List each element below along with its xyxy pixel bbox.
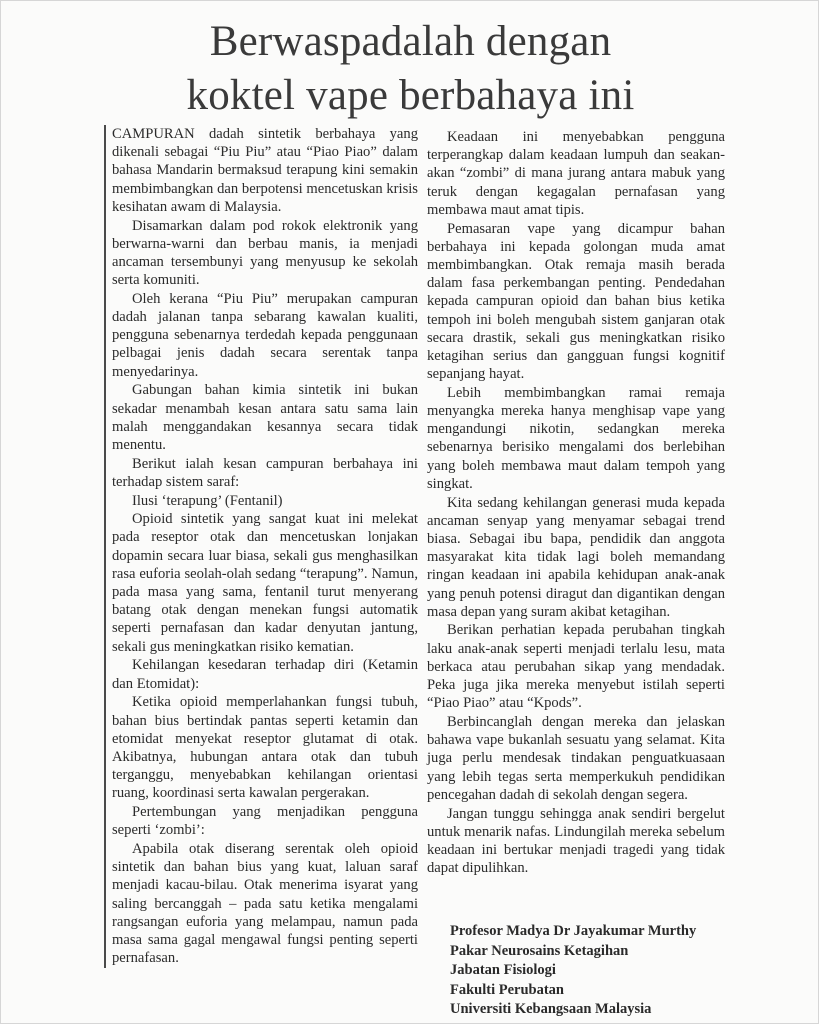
article-paragraph: Apabila otak diserang serentak oleh opioid sintetik dan bahan bius yang kuat, laluan saraf menjadi kacau-bilau. Otak menerima isyarat yang saling bercanggah – pada satu ketika mengalami rangsangan euforia yang melampau, namun pada masa sama gagal mengawal fungsi penting seperti pernafasan. bbox=[112, 840, 418, 967]
byline-line: Fakulti Perubatan bbox=[450, 981, 564, 998]
article-subheading: Ilusi ‘terapung’ (Fentanil) bbox=[132, 492, 283, 509]
article-paragraph: Gabungan bahan kimia sintetik ini bukan sekadar menambah kesan antara satu sama lain malah menggandakan kesannya secara tidak menentu. bbox=[112, 382, 418, 453]
article-paragraph: Opioid sintetik yang sangat kuat ini melekat pada reseptor otak dan mencetuskan lonjakan dopamin secara luar biasa, sekali gus menghasilkan rasa euforia seolah-olah sedang “terapung”. Namun, pada masa yang sama, fentanil turut menyerang batang otak dengan menekan fungsi automatik seperti pernafasan dan kadar denyutan jantung, sekali gus meningkatkan risiko kematian. bbox=[112, 511, 418, 655]
byline-line: Profesor Madya Dr Jayakumar Murthy bbox=[450, 923, 697, 939]
article-paragraph: Jangan tunggu sehingga anak sendiri bergelut untuk menarik nafas. Lindungilah mereka sebelum keadaan ini bertukar menjadi tragedi yang tidak dapat dipulihkan. bbox=[427, 805, 725, 877]
headline-line-1: Berwaspadalah dengan bbox=[209, 18, 612, 65]
article-paragraph: Pemasaran vape yang dicampur bahan berbahaya ini kepada golongan muda amat membimbangkan. Otak remaja masih berada dalam fasa perkembangan penting. Pendedahan kepada campuran opioid dan bahan bius ketika tempoh ini boleh mengubah sistem ganjaran otak secara drastik, sekali gus meningkatkan risiko ketagihan serius dan gangguan fungsi kognitif sepanjang hayat. bbox=[427, 220, 725, 383]
headline bbox=[1, 15, 819, 123]
article-paragraph: Kita sedang kehilangan generasi muda kepada ancaman senyap yang menyamar sebagai trend biasa. Sebagai ibu bapa, pendidik dan anggota masyarakat kita tidak lagi boleh memandang ringan keadaan ini apabila kehidupan anak-anak yang penuh potensi diragut dan digantikan dengan masa depan yang suram akibat ketagihan. bbox=[427, 494, 725, 620]
article-column-left bbox=[104, 125, 418, 968]
article-paragraph: Disamarkan dalam pod rokok elektronik yang berwarna-warni dan berbau manis, ia menjadi ancaman tersembunyi yang menyusup ke sekolah serta komuniti. bbox=[112, 217, 418, 289]
article-paragraph: Berikan perhatian kepada perubahan tingkah laku anak-anak seperti menjadi terlalu lesu, mata berkaca atau perubahan sikap yang mendadak. Peka juga jika mereka menyebut istilah seperti “Piao Piao” atau “Kpods”. bbox=[427, 622, 725, 712]
author-byline bbox=[450, 922, 750, 1020]
article-subheading: Pertembungan yang menjadikan pengguna seperti ‘zombi’: bbox=[112, 804, 418, 839]
article-paragraph: Ketika opioid memperlahankan fungsi tubuh, bahan bius bertindak pantas seperti ketamin dan etomidat menyekat reseptor glutamat di otak. Akibatnya, hubungan antara otak dan tubuh terganggu, menyebabkan kehilangan orientasi ruang, koordinasi serta kawalan pergerakan. bbox=[112, 694, 418, 802]
headline-line-2: koktel vape berbahaya ini bbox=[186, 72, 635, 119]
byline-line: Jabatan Fisiologi bbox=[450, 962, 556, 978]
article-paragraph: Berbincanglah dengan mereka dan jelaskan bahawa vape bukanlah sesuatu yang selamat. Kita juga perlu mendesak tindakan penguatkuasaan yang lebih tegas serta memperkukuh pendidikan pencegahan dadah di sekolah dengan segera. bbox=[427, 714, 725, 803]
article-paragraph: Oleh kerana “Piu Piu” merupakan campuran dadah jalanan tanpa sebarang kawalan kualiti, pengguna sebenarnya terdedah kepada penggunaan pelbagai jenis dadah secara serentak tanpa menyedarinya. bbox=[112, 290, 418, 380]
article-paragraph: Keadaan ini menyebabkan pengguna terperangkap dalam keadaan lumpuh dan seakan-akan “zombi” di mana jurang antara mabuk yang teruk dengan kegagalan pernafasan yang membawa maut amat tipis. bbox=[427, 129, 725, 218]
byline-line: Universiti Kebangsaan Malaysia bbox=[450, 1001, 652, 1017]
byline-line: Pakar Neurosains Ketagihan bbox=[450, 942, 629, 959]
article-column-right bbox=[427, 128, 725, 878]
article-paragraph: CAMPURAN dadah sintetik berbahaya yang dikenali sebagai “Piu Piu” atau “Piao Piao” dalam bahasa Mandarin bermaksud terapung kini semakin membimbangkan dan berpotensi mencetuskan krisis kesihatan awam di Malaysia. bbox=[112, 126, 418, 215]
article-subheading: Kehilangan kesedaran terhadap diri (Ketamin dan Etomidat): bbox=[112, 657, 418, 692]
article-paragraph: Berikut ialah kesan campuran berbahaya ini terhadap sistem saraf: bbox=[112, 455, 418, 490]
article-paragraph: Lebih membimbangkan ramai remaja menyangka mereka hanya menghisap vape yang mengandungi nikotin, sedangkan mereka sebenarnya berisiko mengalami dos berlebihan yang boleh membawa maut dalam tempoh yang singkat. bbox=[427, 384, 725, 492]
